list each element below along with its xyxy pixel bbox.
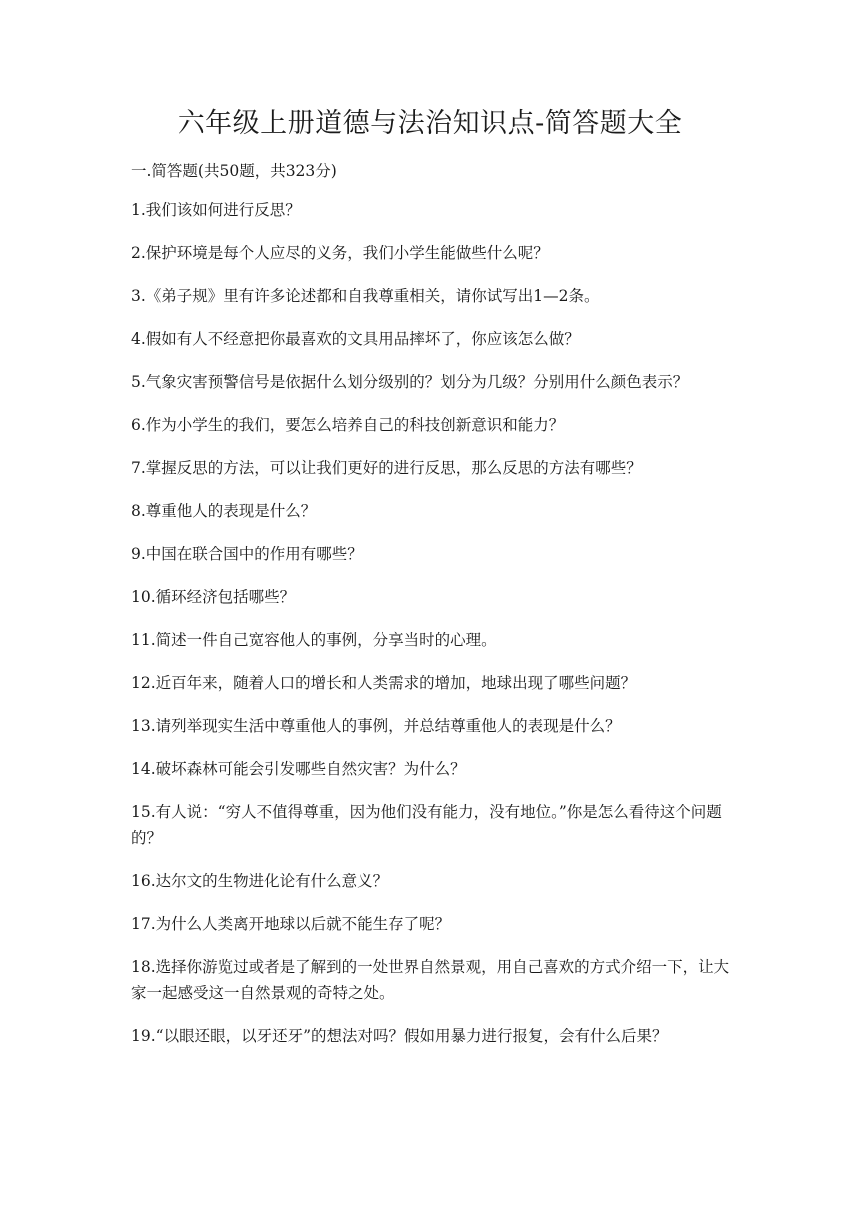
question-item xyxy=(131,713,731,739)
question-item xyxy=(131,283,731,309)
question-text: 气象灾害预警信号是依据什么划分级别的？划分为几级？分别用什么颜色表示？ xyxy=(145,373,689,391)
question-item xyxy=(131,670,731,696)
question-text: 破坏森林可能会引发哪些自然灾害？为什么？ xyxy=(155,760,466,778)
question-text: 请列举现实生活中尊重他人的事例，并总结尊重他人的表现是什么？ xyxy=(155,717,621,735)
question-number: 14. xyxy=(131,760,156,778)
question-number: 7. xyxy=(131,459,146,477)
question-text: 简述一件自己宽容他人的事例，分享当时的心理。 xyxy=(155,631,497,649)
question-text: “以眼还眼，以牙还牙”的想法对吗？假如用暴力进行报复，会有什么后果？ xyxy=(155,1027,668,1045)
question-text: 我们该如何进行反思？ xyxy=(145,201,301,219)
question-text: 选择你游览过或者是了解到的一处世界自然景观，用自己喜欢的方式介绍一下，让大家一起感受这一自然景观的奇特之处。 xyxy=(131,958,730,1002)
question-text: 尊重他人的表现是什么？ xyxy=(145,502,317,520)
question-number: 2. xyxy=(131,244,146,262)
question-item xyxy=(131,197,731,223)
question-item xyxy=(131,954,731,1006)
question-item xyxy=(131,240,731,266)
question-text: 《弟子规》里有许多论述都和自我尊重相关，请你试写出1—2条。 xyxy=(145,287,600,305)
question-text: 有人说：“穷人不值得尊重，因为他们没有能力，没有地位。”你是怎么看待这个问题的？ xyxy=(131,803,722,847)
question-text: 达尔文的生物进化论有什么意义？ xyxy=(155,872,389,890)
question-item xyxy=(131,1023,731,1049)
question-number: 5. xyxy=(131,373,146,391)
question-item xyxy=(131,627,731,653)
question-item xyxy=(131,584,731,610)
question-item xyxy=(131,455,731,481)
question-item xyxy=(131,911,731,937)
question-text: 中国在联合国中的作用有哪些？ xyxy=(145,545,363,563)
document-title: 六年级上册道德与法治知识点-简答题大全 xyxy=(177,108,683,139)
question-number: 8. xyxy=(131,502,146,520)
question-number: 11. xyxy=(131,631,156,649)
question-number: 10. xyxy=(131,588,156,606)
question-text: 近百年来，随着人口的增长和人类需求的增加，地球出现了哪些问题？ xyxy=(155,674,637,692)
question-item xyxy=(131,868,731,894)
question-number: 13. xyxy=(131,717,156,735)
question-number: 3. xyxy=(131,287,146,305)
question-number: 12. xyxy=(131,674,156,692)
question-number: 4. xyxy=(131,330,146,348)
question-text: 掌握反思的方法，可以让我们更好的进行反思，那么反思的方法有哪些？ xyxy=(145,459,642,477)
question-item xyxy=(131,326,731,352)
question-item xyxy=(131,799,731,851)
question-list xyxy=(131,197,731,1066)
question-number: 9. xyxy=(131,545,146,563)
question-item xyxy=(131,498,731,524)
question-number: 1. xyxy=(131,201,146,219)
question-number: 18. xyxy=(131,958,156,976)
question-item xyxy=(131,756,731,782)
question-number: 6. xyxy=(131,416,146,434)
section-heading: 一.简答题(共50题，共323分) xyxy=(131,162,337,180)
question-item xyxy=(131,369,731,395)
question-number: 15. xyxy=(131,803,156,821)
question-item xyxy=(131,412,731,438)
question-text: 为什么人类离开地球以后就不能生存了呢？ xyxy=(155,915,451,933)
question-number: 17. xyxy=(131,915,156,933)
question-text: 假如有人不经意把你最喜欢的文具用品摔坏了，你应该怎么做？ xyxy=(145,330,580,348)
question-number: 19. xyxy=(131,1027,156,1045)
question-number: 16. xyxy=(131,872,156,890)
question-text: 循环经济包括哪些？ xyxy=(155,588,296,606)
question-text: 保护环境是每个人应尽的义务，我们小学生能做些什么呢？ xyxy=(145,244,549,262)
question-text: 作为小学生的我们，要怎么培养自己的科技创新意识和能力？ xyxy=(145,416,565,434)
question-item xyxy=(131,541,731,567)
